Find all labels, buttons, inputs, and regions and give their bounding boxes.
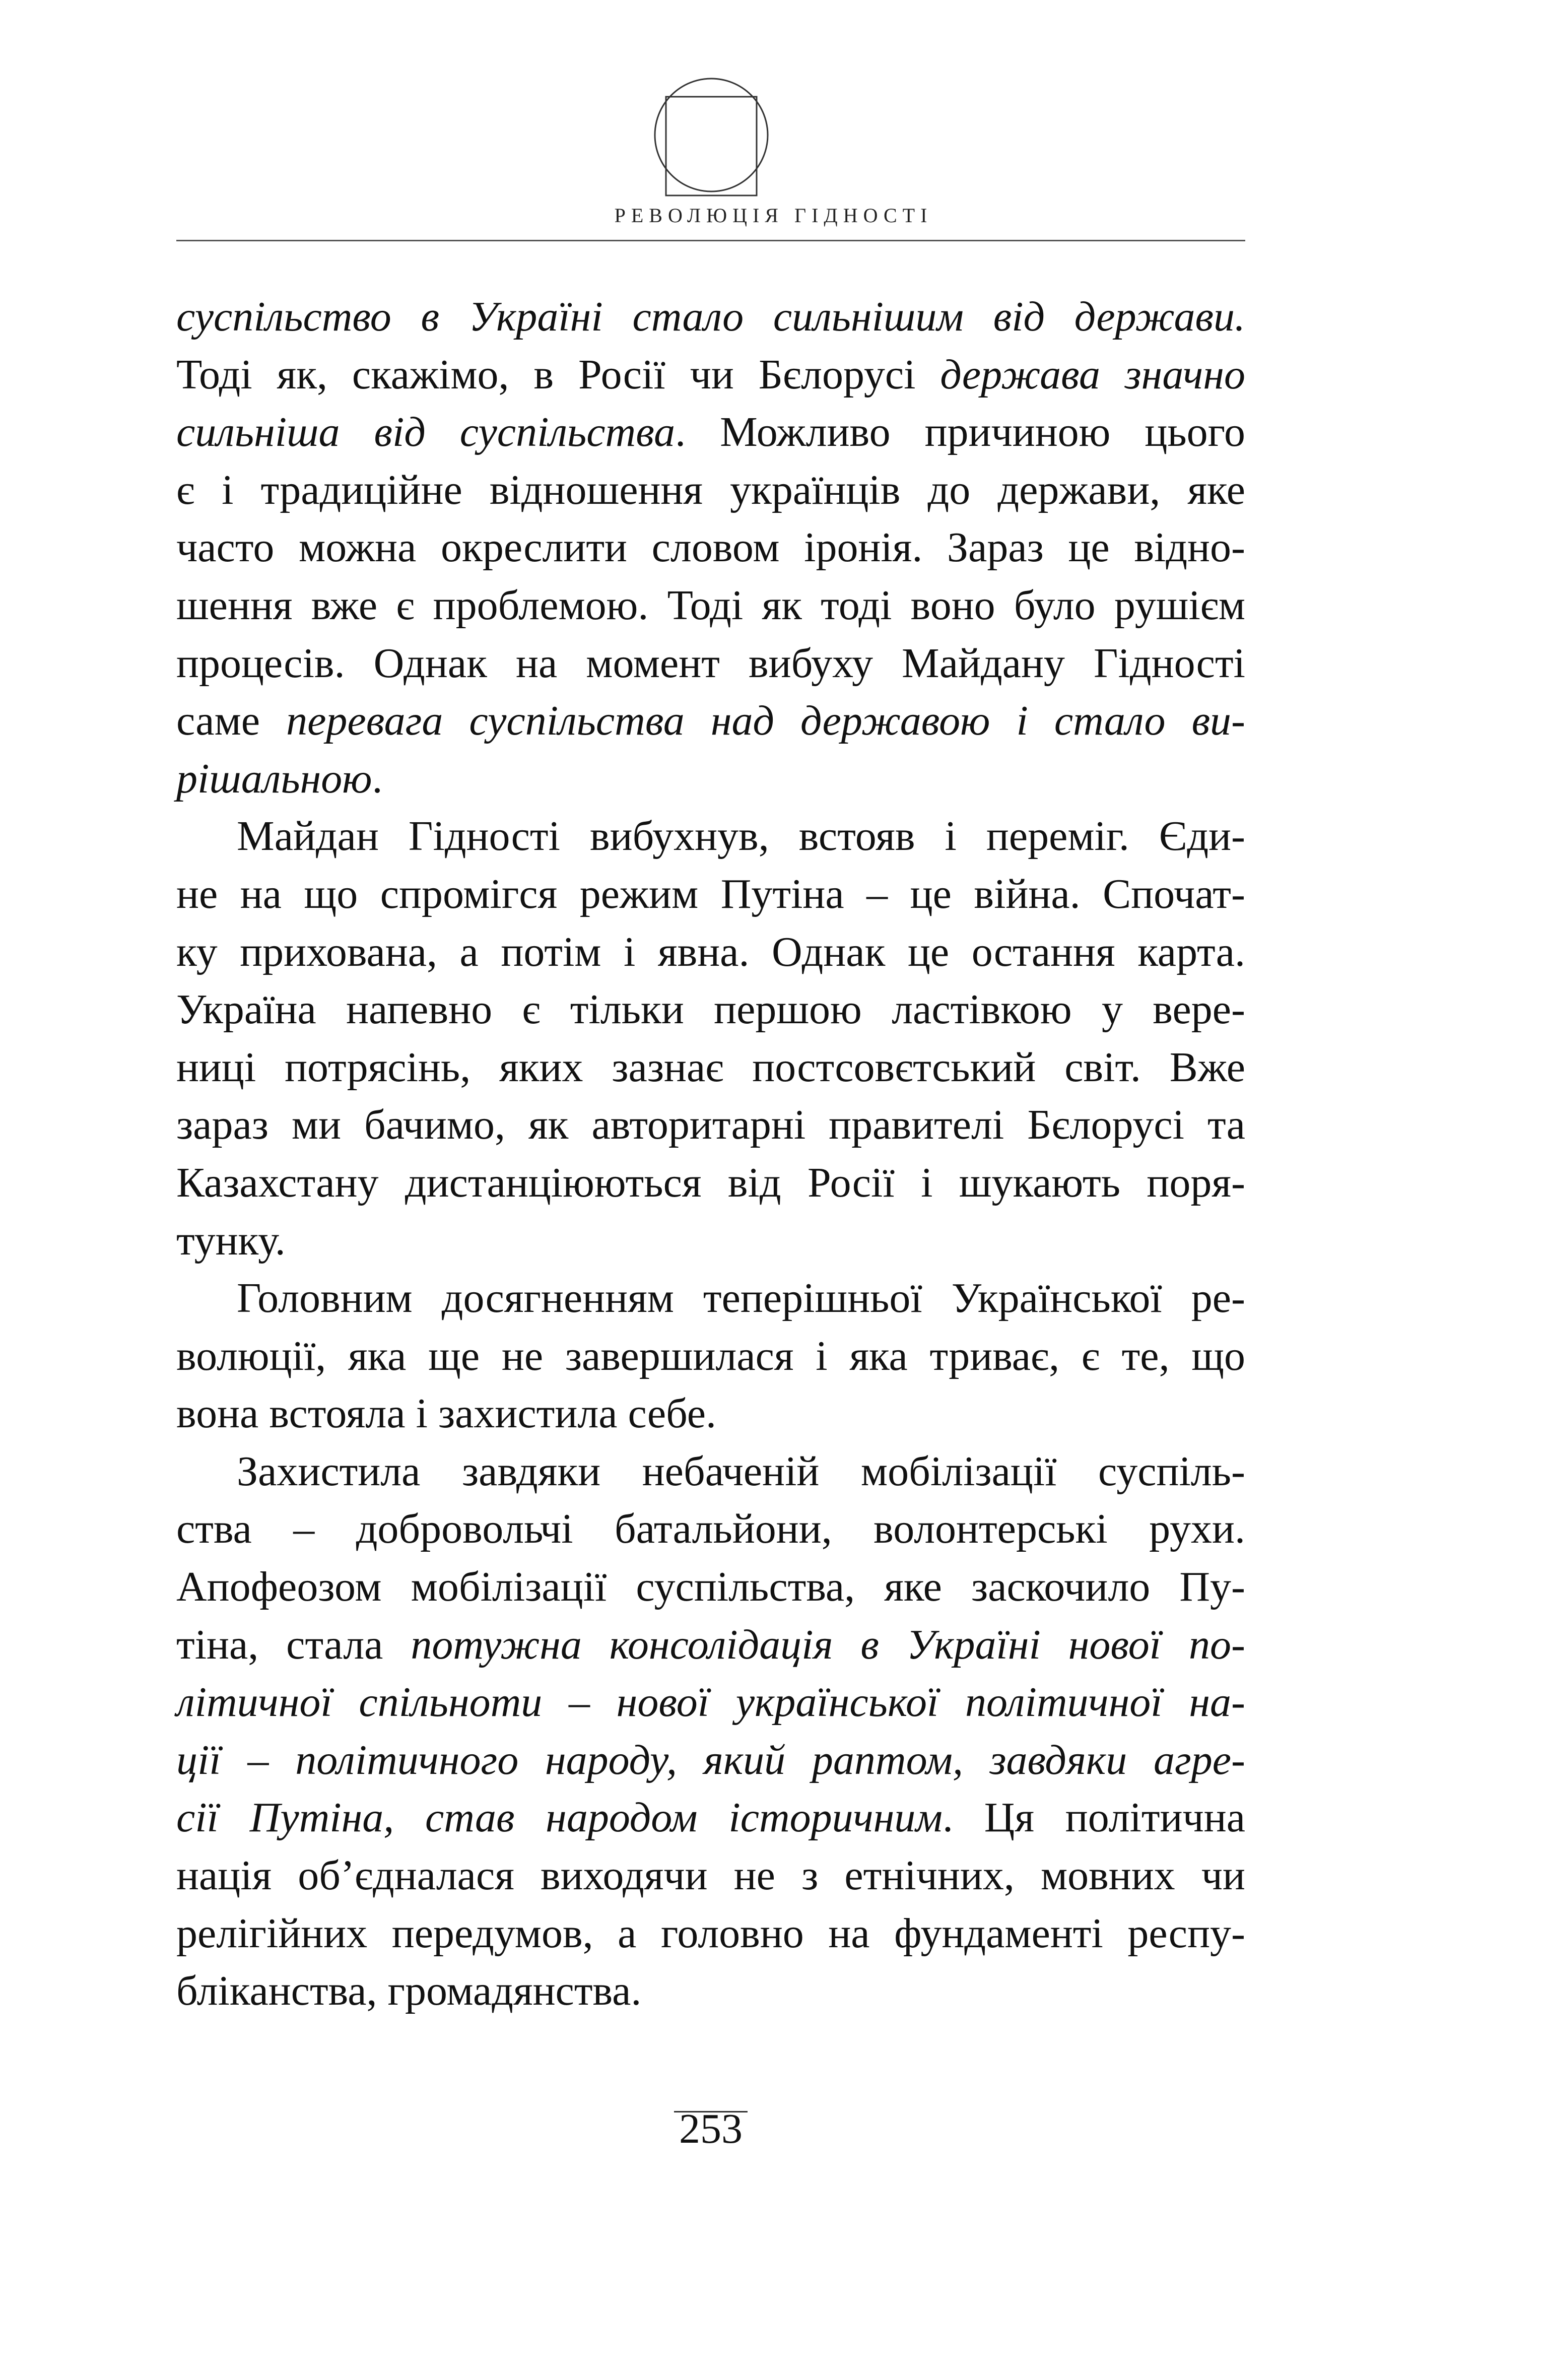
text-segment: . Ця політична [943, 1794, 1246, 1841]
text-segment: Україна напевно є тільки першою ластівкою у вере- [176, 986, 1245, 1033]
header-rule [176, 240, 1245, 241]
italic-text: суспільство в Україні стало сильнішим від держави. [176, 293, 1245, 340]
text-line [176, 635, 1245, 693]
italic-text: рішальною [176, 755, 372, 802]
text-line [176, 1328, 1245, 1385]
text-line [176, 1096, 1245, 1154]
text-line [176, 1962, 1245, 2020]
text-segment: Майдан Гідності вибухнув, встояв і переміг. Єди- [237, 813, 1245, 860]
text-line [176, 923, 1245, 981]
text-segment: ниці потрясінь, яких зазнає постсовєтський світ. Вже [176, 1043, 1245, 1091]
text-line [176, 1154, 1245, 1212]
text-segment: Головним досягненням теперішньої Української ре- [237, 1275, 1245, 1322]
text-line [176, 1847, 1245, 1905]
text-segment: Тоді як, скажімо, в Росії чи Бєлорусі [176, 351, 940, 398]
text-segment: часто можна окреслити словом іронія. Зараз це відно- [176, 524, 1245, 571]
body-text [176, 288, 1245, 2020]
text-line [176, 1616, 1245, 1674]
text-line [176, 577, 1245, 635]
text-line [176, 1789, 1245, 1847]
text-line [176, 1443, 1245, 1501]
text-line [176, 1039, 1245, 1097]
italic-text: сії Путіна, став народом історичним [176, 1794, 943, 1841]
text-segment: тунку. [176, 1217, 286, 1264]
text-segment: процесів. Однак на момент вибуху Майдану Гідності [176, 639, 1245, 687]
text-segment: вона встояла і захистила себе. [176, 1390, 717, 1437]
text-line [176, 288, 1245, 346]
italic-text: сильніша від суспільства [176, 409, 676, 456]
text-segment: не на що спромігся режим Путіна – це війна. Спочат- [176, 870, 1245, 917]
italic-text: ції – політичного народу, який раптом, завдяки агре- [176, 1736, 1245, 1783]
text-line [176, 1385, 1245, 1443]
text-line [176, 404, 1245, 461]
text-line [176, 1732, 1245, 1790]
text-segment: Казахстану дистанціюються від Росії і шукають поря- [176, 1159, 1245, 1206]
page-number: 253 [679, 2105, 743, 2152]
running-head: РЕВОЛЮЦІЯ ГІДНОСТІ [614, 204, 933, 227]
text-line [176, 346, 1245, 404]
text-line [176, 1212, 1245, 1270]
text-segment: бліканства, громадянства. [176, 1967, 642, 2015]
text-line [176, 519, 1245, 577]
text-line [176, 1270, 1245, 1328]
italic-text: держава значно [940, 351, 1245, 398]
text-segment: ства – добровольчі батальйони, волонтерські рухи. [176, 1505, 1245, 1553]
circle-square-emblem-icon [653, 77, 770, 196]
text-segment: релігійних передумов, а головно на фундаменті респу- [176, 1909, 1245, 1957]
text-segment: волюції, яка ще не завершилася і яка триває, є те, що [176, 1332, 1245, 1379]
text-segment: саме [176, 697, 287, 745]
text-segment: Захистила завдяки небаченій мобілізації суспіль- [237, 1447, 1245, 1495]
text-line [176, 981, 1245, 1039]
text-line [176, 808, 1245, 866]
text-segment: Апофеозом мобілізації суспільства, яке заскочило Пу- [176, 1563, 1245, 1611]
text-segment: . Можливо причиною цього [675, 409, 1246, 456]
text-segment: нація об’єдналася виходячи не з етнічних, мовних чи [176, 1852, 1245, 1899]
text-segment: є і традиційне відношення українців до держави, яке [176, 466, 1245, 513]
text-line [176, 692, 1245, 750]
text-segment: шення вже є проблемою. Тоді як тоді воно було рушієм [176, 581, 1245, 629]
text-line [176, 461, 1245, 519]
text-line [176, 1674, 1245, 1732]
text-segment: зараз ми бачимо, як авторитарні правителі Бєлорусі та [176, 1101, 1245, 1149]
italic-text: літичної спільноти – нової української політичної на- [176, 1679, 1245, 1726]
text-line [176, 866, 1245, 923]
italic-text: потужна консолідація в Україні нової по- [411, 1621, 1245, 1668]
text-line [176, 750, 1245, 808]
text-segment: . [372, 755, 383, 802]
italic-text: перевага суспільства над державою і стало ви- [286, 697, 1246, 745]
text-line [176, 1905, 1245, 1963]
text-line [176, 1500, 1245, 1558]
text-line [176, 1558, 1245, 1616]
text-segment: тіна, стала [176, 1621, 411, 1668]
text-segment: ку прихована, а потім і явна. Однак це остання карта. [176, 928, 1245, 975]
